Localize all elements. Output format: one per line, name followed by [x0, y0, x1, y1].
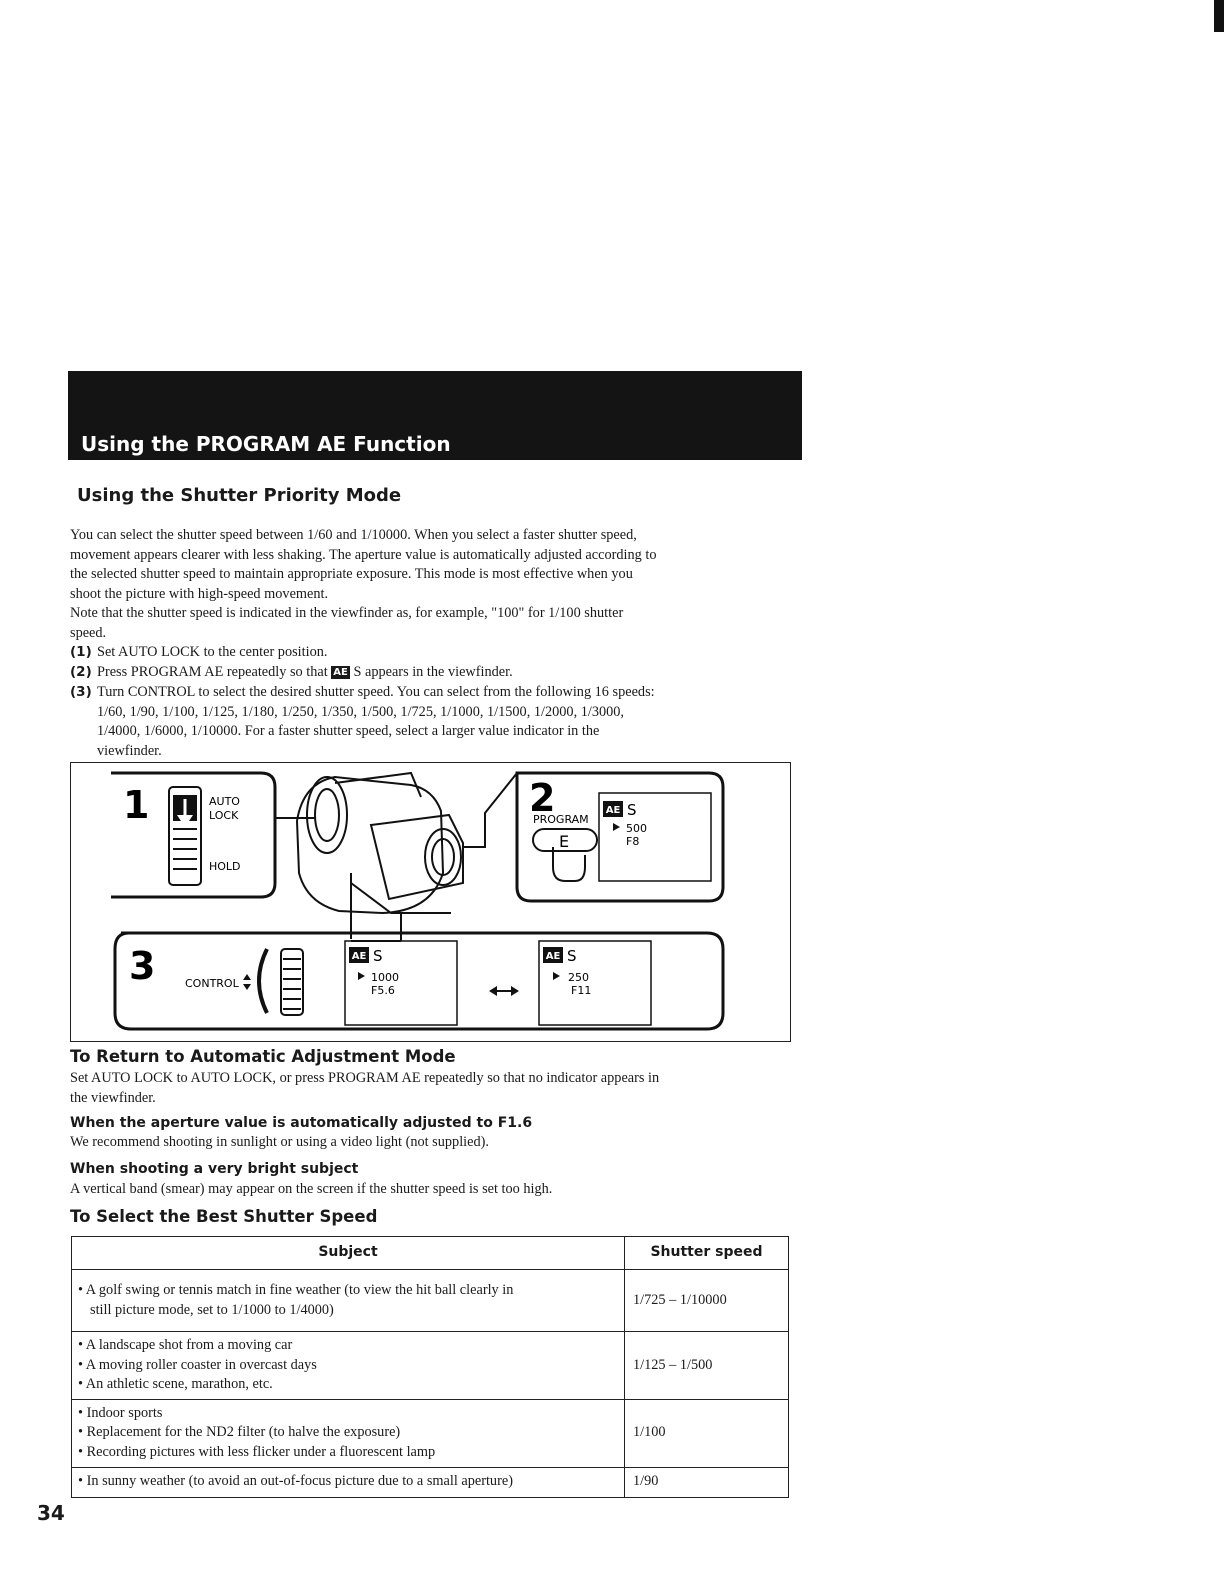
- table-row: [72, 1399, 789, 1467]
- note2-title: When shooting a very bright subject: [70, 1161, 359, 1177]
- vf3a-mode: S: [373, 947, 383, 965]
- speed-header: Shutter speed: [625, 1237, 789, 1270]
- table-row: [72, 1332, 789, 1400]
- step3-number: 3: [129, 944, 156, 988]
- vf3a-aperture: F5.6: [371, 984, 395, 997]
- return-section-title: To Return to Automatic Adjustment Mode: [70, 1047, 456, 1066]
- table-row: [72, 1270, 789, 1332]
- pointing-hand-icon: [553, 847, 585, 881]
- intro-paragraph: [70, 526, 800, 643]
- diagram-svg: [71, 763, 790, 1041]
- control-label: CONTROL: [185, 977, 239, 990]
- step-2: [70, 663, 790, 683]
- subject-cell: • In sunny weather (to avoid an out-of-focus picture due to a small aperture): [72, 1467, 625, 1497]
- camcorder-illustration: [275, 773, 517, 941]
- step-number: (3): [70, 684, 92, 700]
- vf3b-speed: 250: [568, 971, 589, 984]
- shutter-speed-table: [71, 1236, 789, 1498]
- intro-line: the selected shutter speed to maintain appropriate exposure. This mode is most effective when you: [70, 566, 633, 582]
- intro-line: Note that the shutter speed is indicated in the viewfinder as, for example, "100" for 1/100 shutter: [70, 605, 624, 621]
- control-up-arrow: [243, 974, 251, 980]
- vf3b-ae-icon: AE: [545, 951, 561, 962]
- step2-number: 2: [529, 776, 556, 820]
- vf3a-speed: 1000: [371, 971, 399, 984]
- vf2-ae-icon: AE: [605, 805, 621, 816]
- lock-label: LOCK: [209, 809, 239, 822]
- table-row: [72, 1467, 789, 1497]
- vf3b-mode: S: [567, 947, 577, 965]
- note1-text: We recommend shooting in sunlight or using a video light (not supplied).: [70, 1134, 489, 1150]
- vf2-mode: S: [627, 801, 637, 819]
- page-number: 34: [37, 1501, 65, 1525]
- best-speed-title: To Select the Best Shutter Speed: [70, 1207, 378, 1226]
- chapter-banner: [68, 371, 802, 460]
- subject-cell: • A landscape shot from a moving car • A moving roller coaster in overcast days • An athletic scene, marathon, etc.: [72, 1332, 625, 1400]
- step-number: (1): [70, 644, 92, 660]
- vf3b-aperture: F11: [571, 984, 592, 997]
- double-arrow-icon: [489, 986, 519, 996]
- speed-cell: 1/125 – 1/500: [625, 1332, 789, 1400]
- return-section-text: Set AUTO LOCK to AUTO LOCK, or press PROGRAM AE repeatedly so that no indicator appears in the viewfinder.: [70, 1070, 660, 1106]
- intro-line: speed.: [70, 624, 107, 641]
- operation-diagram: [70, 762, 791, 1042]
- speed-cell: 1/100: [625, 1399, 789, 1467]
- intro-line: movement appears clearer with less shaking. The aperture value is automatically adjusted according to: [70, 546, 657, 563]
- speed-cell: 1/90: [625, 1467, 789, 1497]
- hold-label: HOLD: [209, 860, 241, 873]
- intro-line: You can select the shutter speed between 1/60 and 1/10000. When you select a faster shutter speed,: [70, 527, 637, 543]
- table-header-row: [72, 1237, 789, 1270]
- subject-header: Subject: [72, 1237, 625, 1270]
- control-down-arrow: [243, 984, 251, 990]
- program-label: PROGRAM: [533, 813, 589, 826]
- step-text: Set AUTO LOCK to the center position.: [97, 644, 328, 660]
- section-title: Using the Shutter Priority Mode: [77, 485, 402, 506]
- intro-line: shoot the picture with high-speed movement.: [70, 585, 329, 602]
- svg-text:E: E: [558, 832, 570, 851]
- step-1: [70, 643, 790, 663]
- step-3: [70, 683, 790, 763]
- chapter-title: Using the PROGRAM AE Function: [81, 432, 451, 456]
- subject-cell: • A golf swing or tennis match in fine weather (to view the hit ball clearly in still picture mode, set to 1/1000 to 1/4000): [72, 1270, 625, 1332]
- subject-cell: • Indoor sports • Replacement for the ND2 filter (to halve the exposure) • Recording pictures with less flicker under a fluorescent lamp: [72, 1399, 625, 1467]
- control-dial-icon: [259, 949, 303, 1015]
- speed-cell: 1/725 – 1/10000: [625, 1270, 789, 1332]
- vf2-speed: 500: [626, 822, 647, 835]
- step-text: Press PROGRAM AE repeatedly so that AE S appears in the viewfinder.: [97, 664, 513, 680]
- vf3a-ae-icon: AE: [351, 951, 367, 962]
- vf2-aperture: F8: [626, 835, 640, 848]
- step-text: Turn CONTROL to select the desired shutter speed. You can select from the following 16 speeds: 1/60, 1/90, 1/100, 1/125, 1/180, 1/250, 1/350, 1/500, 1/725, 1/1000, 1/1500, 1/2000, 1/3000, 1/4000, 1/6000, 1/10000. For a faster shutter speed, select a larger value indicator in the viewfinder.: [97, 684, 655, 759]
- auto-label: AUTO: [209, 795, 240, 808]
- edge-tab-marker: [1214, 0, 1224, 32]
- step1-number: 1: [123, 783, 150, 827]
- note1-title: When the aperture value is automatically adjusted to F1.6: [70, 1115, 533, 1131]
- note2-text: A vertical band (smear) may appear on the screen if the shutter speed is set too high.: [70, 1181, 553, 1197]
- step-number: (2): [70, 664, 92, 680]
- ae-icon: AE: [333, 667, 348, 678]
